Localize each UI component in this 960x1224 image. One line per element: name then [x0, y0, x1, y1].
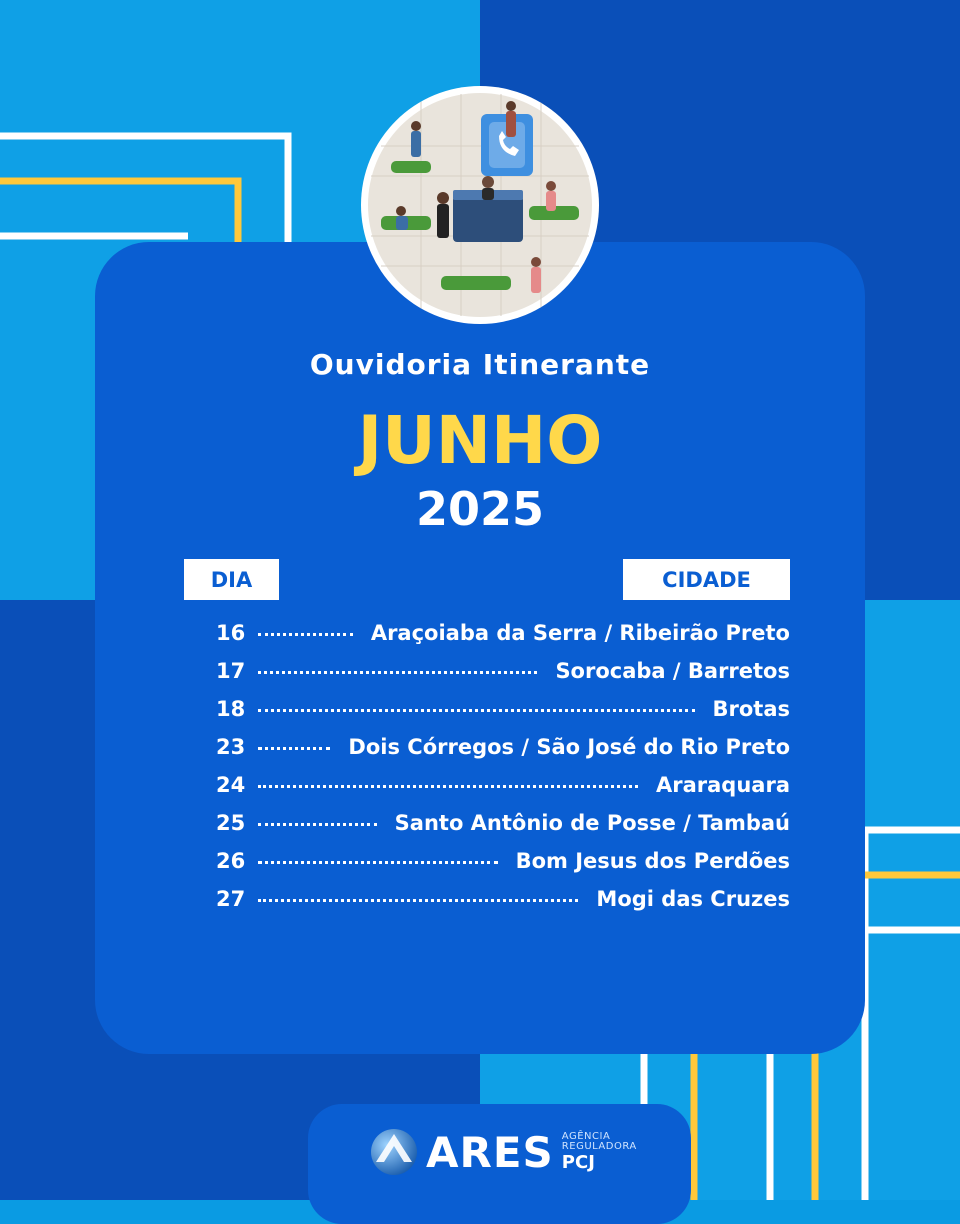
- schedule-day: 23: [216, 735, 246, 759]
- schedule-row: [216, 880, 790, 918]
- schedule-row: [216, 690, 790, 728]
- year-title: 2025: [415, 482, 545, 536]
- schedule-day: 25: [216, 811, 246, 835]
- schedule-row: [216, 804, 790, 842]
- logo-line3: PCJ: [561, 1152, 595, 1173]
- ares-globe-icon: [368, 1126, 420, 1178]
- decorative-lines-top-left: [0, 0, 300, 260]
- logo-line2: REGULADORA: [561, 1141, 637, 1152]
- day-column-header: DIA: [184, 559, 279, 600]
- dotted-leader: [258, 823, 377, 826]
- schedule-day: 26: [216, 849, 246, 873]
- logo-subtext: [562, 1132, 637, 1172]
- schedule-day: 27: [216, 887, 246, 911]
- service-desk-illustration: [361, 86, 599, 324]
- schedule-city: Sorocaba / Barretos: [555, 659, 790, 683]
- dotted-leader: [258, 899, 578, 902]
- logo-line1: AGÊNCIA: [561, 1131, 611, 1142]
- schedule-city: Bom Jesus dos Perdões: [515, 849, 790, 873]
- schedule-row: [216, 728, 790, 766]
- schedule-city: Mogi das Cruzes: [596, 887, 790, 911]
- page-subtitle: Ouvidoria Itinerante: [309, 348, 651, 381]
- dotted-leader: [258, 671, 537, 674]
- schedule-day: 24: [216, 773, 246, 797]
- dotted-leader: [258, 861, 498, 864]
- dotted-leader: [258, 785, 638, 788]
- schedule-city: Brotas: [712, 697, 790, 721]
- schedule-city: Dois Córregos / São José do Rio Preto: [348, 735, 790, 759]
- schedule-row: [216, 842, 790, 880]
- schedule-row: [216, 766, 790, 804]
- schedule-city: Santo Antônio de Posse / Tambaú: [394, 811, 790, 835]
- schedule-row: [216, 652, 790, 690]
- ares-logo: [368, 1124, 637, 1180]
- schedule-city: Araraquara: [656, 773, 790, 797]
- schedule-row: [216, 614, 790, 652]
- dotted-leader: [258, 747, 330, 750]
- schedule-city: Araçoiaba da Serra / Ribeirão Preto: [370, 621, 790, 645]
- schedule-day: 18: [216, 697, 246, 721]
- schedule-list: [216, 614, 790, 918]
- schedule-day: 16: [216, 621, 246, 645]
- dotted-leader: [258, 633, 353, 636]
- city-column-header: CIDADE: [623, 559, 790, 600]
- logo-name: ARES: [426, 1127, 554, 1177]
- schedule-day: 17: [216, 659, 246, 683]
- dotted-leader: [258, 709, 695, 712]
- month-title: JUNHO: [357, 402, 603, 479]
